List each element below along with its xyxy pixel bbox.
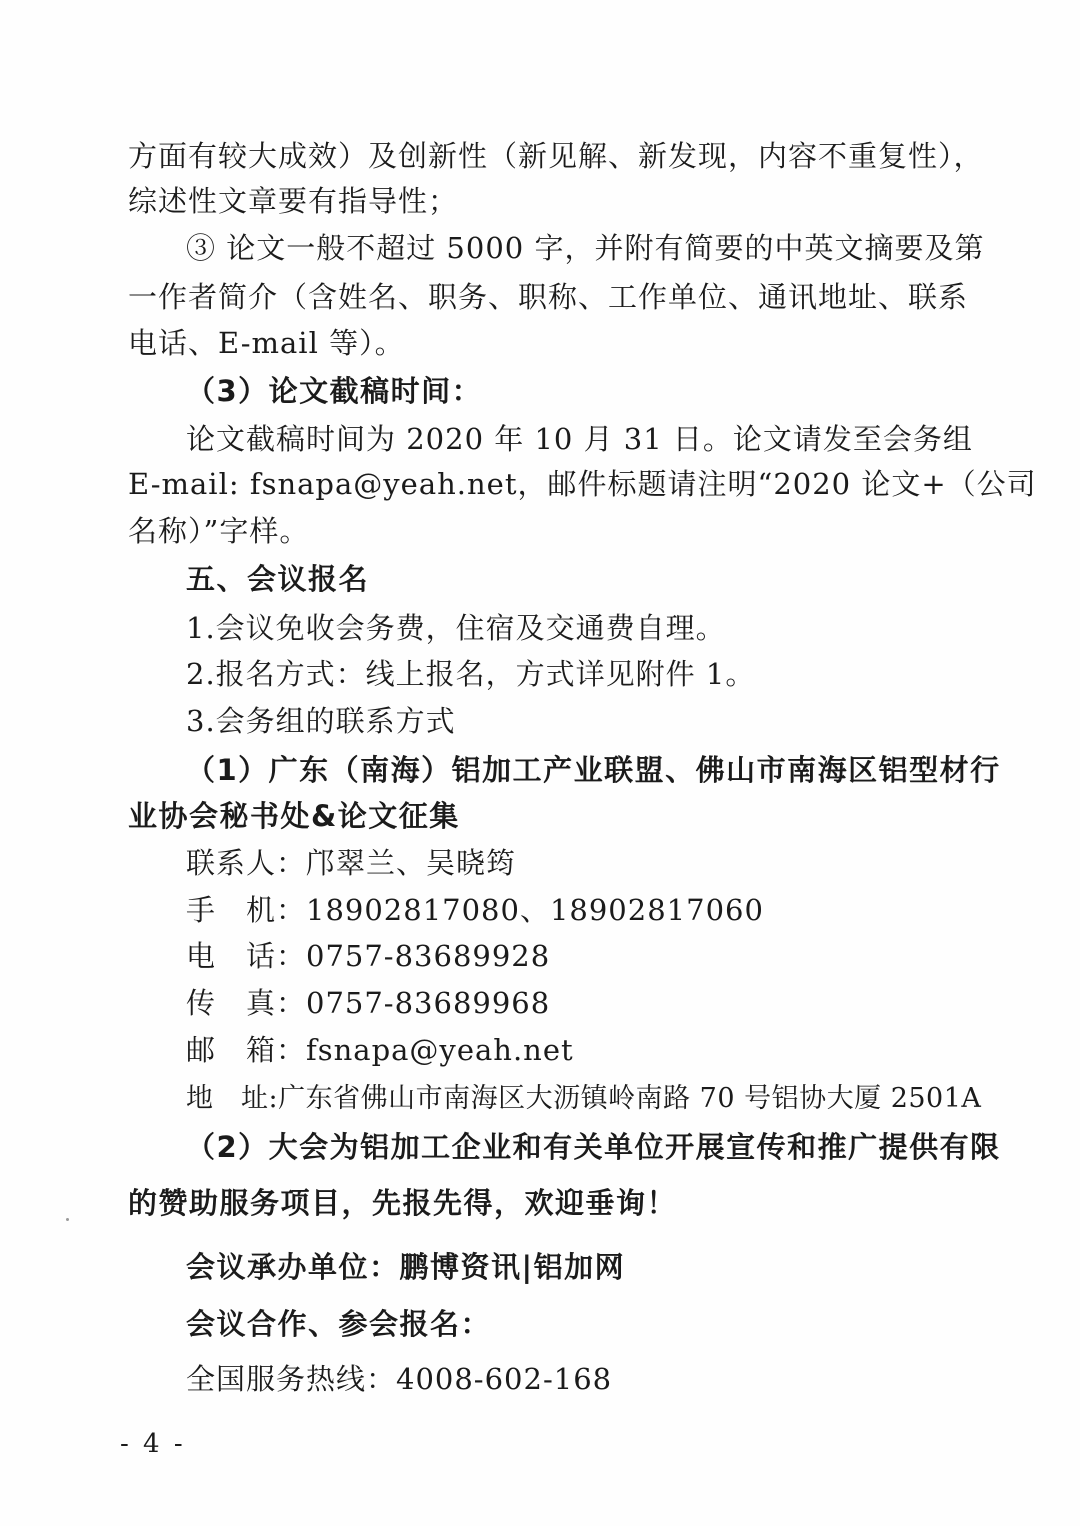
section-heading: （1）广东（南海）铝加工产业联盟、佛山市南海区铝型材行 [186, 753, 1001, 787]
sponsorship-note: （2）大会为铝加工企业和有关单位开展宣传和推广提供有限 [186, 1130, 1001, 1164]
registration-heading: 会议合作、参会报名： [186, 1307, 492, 1341]
contact-email: 邮 箱：fsnapa@yeah.net [186, 1033, 574, 1067]
paragraph-line: ③ 论文一般不超过 5000 字，并附有简要的中英文摘要及第 [186, 231, 985, 265]
contact-address: 地 址:广东省佛山市南海区大沥镇岭南路 70 号铝协大厦 2501A [186, 1083, 982, 1114]
paragraph-line: 名称）”字样。 [128, 514, 310, 548]
scan-speck [66, 1218, 69, 1221]
paragraph-line: E-mail: fsnapa@yeah.net，邮件标题请注明“2020 论文+（公司 [128, 467, 1037, 501]
list-item: 3.会务组的联系方式 [186, 704, 456, 738]
list-item: 2.报名方式：线上报名，方式详见附件 1。 [186, 657, 756, 691]
contact-person: 联系人：邝翠兰、吴晓筠 [186, 846, 517, 880]
contact-fax: 传 真：0757-83689968 [186, 986, 551, 1020]
paragraph-line: 一作者简介（含姓名、职务、职称、工作单位、通讯地址、联系 [128, 280, 969, 314]
paragraph-line: 电话、E-mail 等）。 [128, 326, 405, 360]
contact-phone: 电 话：0757-83689928 [186, 939, 551, 973]
page-number: - 4 - [120, 1429, 186, 1459]
paragraph-line: 综述性文章要有指导性； [128, 184, 459, 218]
list-item: 1.会议免收会务费，住宿及交通费自理。 [186, 611, 726, 645]
organizer-line: 会议承办单位：鹏博资讯|铝加网 [186, 1250, 626, 1284]
section-heading: （3）论文截稿时间： [186, 374, 483, 408]
paragraph-line: 方面有较大成效）及创新性（新见解、新发现，内容不重复性）， [128, 139, 984, 173]
hotline-line: 全国服务热线：4008-602-168 [186, 1362, 613, 1396]
sponsorship-note: 的赞助服务项目，先报先得，欢迎垂询！ [128, 1186, 678, 1220]
section-heading: 五、会议报名 [186, 562, 370, 596]
contact-mobile: 手 机：18902817080、18902817060 [186, 893, 764, 927]
section-heading: 业协会秘书处&论文征集 [128, 799, 460, 833]
paragraph-line: 论文截稿时间为 2020 年 10 月 31 日。论文请发至会务组 [186, 422, 973, 456]
